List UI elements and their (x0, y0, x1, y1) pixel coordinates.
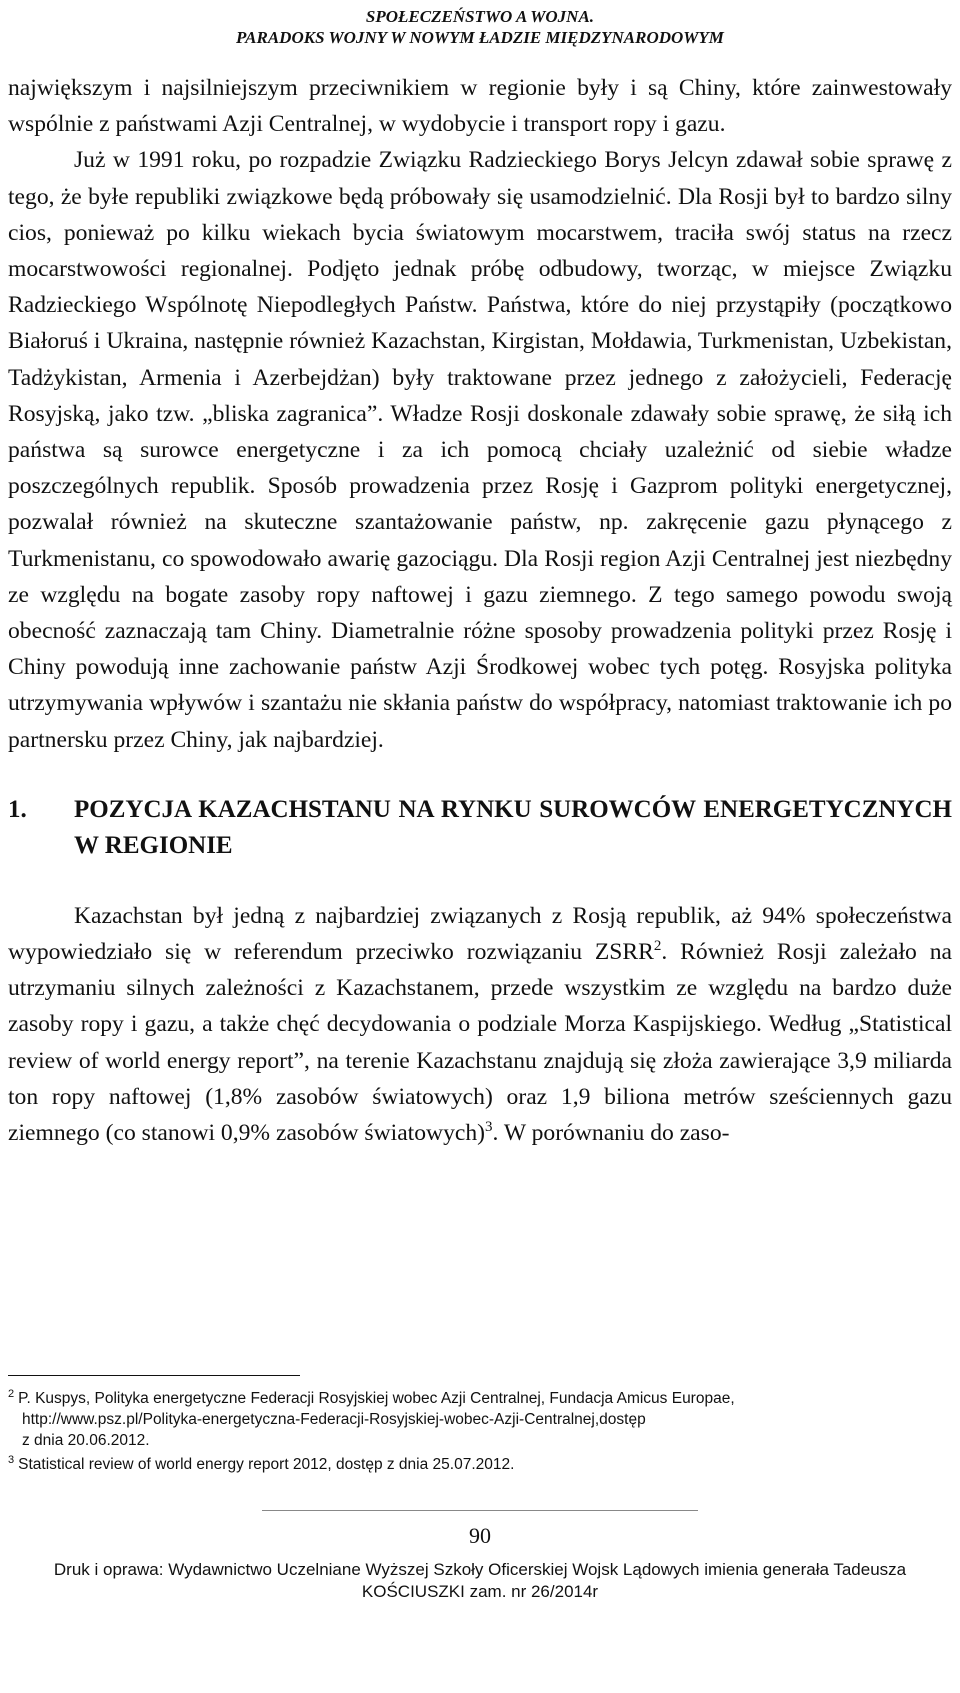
footnote-separator (8, 1375, 300, 1376)
header-line-1: SPOŁECZEŃSTWO A WOJNA. (365, 7, 595, 26)
page-number-rule (262, 1510, 698, 1511)
header-line-2: PARADOKS WOJNY W NOWYM ŁADZIE MIĘDZYNARODOWYM (236, 28, 724, 47)
footnotes (8, 1375, 952, 1478)
paragraph-1: największym i najsilniejszym przeciwnikiem w regionie były i są Chiny, które zainwestowały wspólnie z państwami Azji Centralnej, w wydobycie i transport ropy i gazu. (8, 75, 952, 138)
section-heading (8, 792, 952, 864)
imprint: Druk i oprawa: Wydawnictwo Uczelniane Wyższej Szkoły Oficerskiej Wojsk Lądowych imienia generała Tadeusza KOŚCIUSZKI zam. nr 26/2014r (53, 1560, 907, 1601)
page-footer (0, 1510, 960, 1603)
main-text (8, 70, 952, 1151)
paragraph-3-text-b: . Również Rosji zależało na utrzymaniu silnych zależności z Kazachstanem, przede wszystkim ze względu na bardzo duże zasoby ropy i gazu, a także chęć decydowania o podziale Morza Kaspijskiego. Według „Statistical review of world energy report”, na terenie Kazachstanu znajdują się złoża zawierające 3,9 miliarda ton ropy naftowej (1,8% zasobów światowych) oraz 1,9 biliona metrów sześciennych gazu ziemnego (co stanowi 0,9% zasobów światowych) (8, 939, 952, 1147)
section-title: POZYCJA KAZACHSTANU NA RYNKU SUROWCÓW ENERGETYCZNYCH W REGIONIE (74, 795, 952, 859)
footnote-3-line-1: Statistical review of world energy report 2012, dostęp z dnia 25.07.2012. (18, 1456, 515, 1473)
paragraph-3-text-a: Kazachstan był jedną z najbardziej związanych z Rosją republik, aż 94% społeczeństwa wypowiedziało się w referendum przeciwko rozwiązaniu ZSRR (8, 902, 952, 966)
footnote-2-line-3: z dnia 20.06.2012. (22, 1432, 150, 1449)
section-number: 1. (8, 795, 27, 823)
paragraph-3-text-c: . W porównaniu do zaso- (492, 1120, 730, 1147)
running-header (0, 0, 960, 48)
footnote-2 (8, 1388, 952, 1451)
footnote-2-line-1: P. Kuspys, Polityka energetyczne Federacji Rosyjskiej wobec Azji Centralnej, Fundacja Amicus Europae, (18, 1390, 735, 1407)
footnote-2-number: 2 (8, 1387, 15, 1400)
page-number: 90 (469, 1523, 491, 1548)
footnote-3-number: 3 (8, 1453, 15, 1466)
footnote-3 (8, 1454, 952, 1475)
footnote-ref-2[interactable]: 2 (653, 938, 662, 955)
paragraph-2: Już w 1991 roku, po rozpadzie Związku Radzieckiego Borys Jelcyn zdawał sobie sprawę z tego, że byłe republiki związkowe będą próbowały się usamodzielnić. Dla Rosji był to bardzo silny cios, ponieważ po kilku wiekach bycia światowym mocarstwem, traciła swój status na rzecz mocarstwowości regionalnej. Podjęto jednak próbę odbudowy, tworząc, w miejsce Związku Radzieckiego Wspólnotę Niepodległych Państw. Państwa, które do niej przystąpiły (początkowo Białoruś i Ukraina, następnie również Kazachstan, Kirgistan, Mołdawia, Turkmenistan, Uzbekistan, Tadżykistan, Armenia i Azerbejdżan) były traktowane przez jednego z założycieli, Federację Rosyjską, jako tzw. „bliska zagranica”. Władze Rosji doskonale zdawały sobie sprawę, że siłą ich państwa są surowce energetyczne i za ich pomocą chciały uzależnić od siebie władze poszczególnych republik. Sposób prowadzenia przez Rosję i Gazprom polityki energetycznej, pozwalał również na skuteczne szantażowanie państw, np. zakręcenie gazu płynącego z Turkmenistanu, co spowodowało awarię gazociągu. Dla Rosji region Azji Centralnej jest niezbędny ze względu na bogate zasoby ropy naftowej i gazu ziemnego. Z tego samego powodu swoją obecność zaznaczają tam Chiny. Diametralnie różne sposoby prowadzenia polityki przez Rosję i Chiny powodują inne zachowanie państw Azji Środkowej wobec tych potęg. Rosyjska polityka utrzymywania wpływów i szantażu nie skłania państw do współpracy, natomiast traktowanie ich po partnersku przez Chiny, jak najbardziej. (8, 147, 952, 753)
footnote-2-url[interactable]: http://www.psz.pl/Polityka-energetyczna-Federacji-Rosyjskiej-wobec-Azji-Centralnej,dostęp (22, 1411, 646, 1428)
footnote-ref-3[interactable]: 3 (485, 1119, 493, 1136)
paragraph-3 (8, 898, 952, 1151)
